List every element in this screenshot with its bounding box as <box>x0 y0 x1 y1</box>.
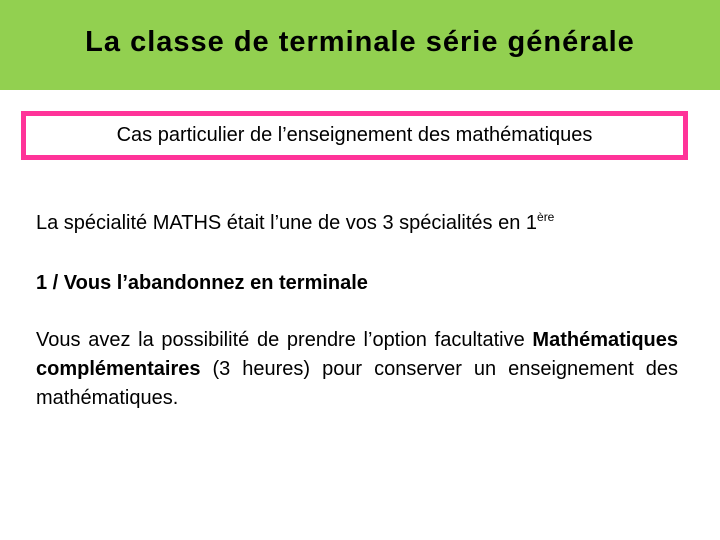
intro-text: La spécialité MATHS était l’une de vos 3 spécialités en 1 <box>36 212 538 234</box>
slide-title: La classe de terminale série générale <box>85 25 635 58</box>
title-band <box>0 0 720 90</box>
subtitle-box <box>21 111 688 160</box>
intro-superscript: ère <box>537 210 555 224</box>
paragraph-bold: Mathématiques complémentaires <box>36 329 678 380</box>
paragraph-part2: (3 heures) pour conserver un enseignement des mathématiques. <box>36 358 678 409</box>
option-paragraph <box>36 326 678 413</box>
case-heading: 1 / Vous l’abandonnez en terminale <box>36 272 368 294</box>
intro-line <box>36 212 554 235</box>
subtitle-text: Cas particulier de l’enseignement des mathématiques <box>116 124 593 146</box>
paragraph-part1: Vous avez la possibilité de prendre l’option facultative <box>36 329 533 351</box>
